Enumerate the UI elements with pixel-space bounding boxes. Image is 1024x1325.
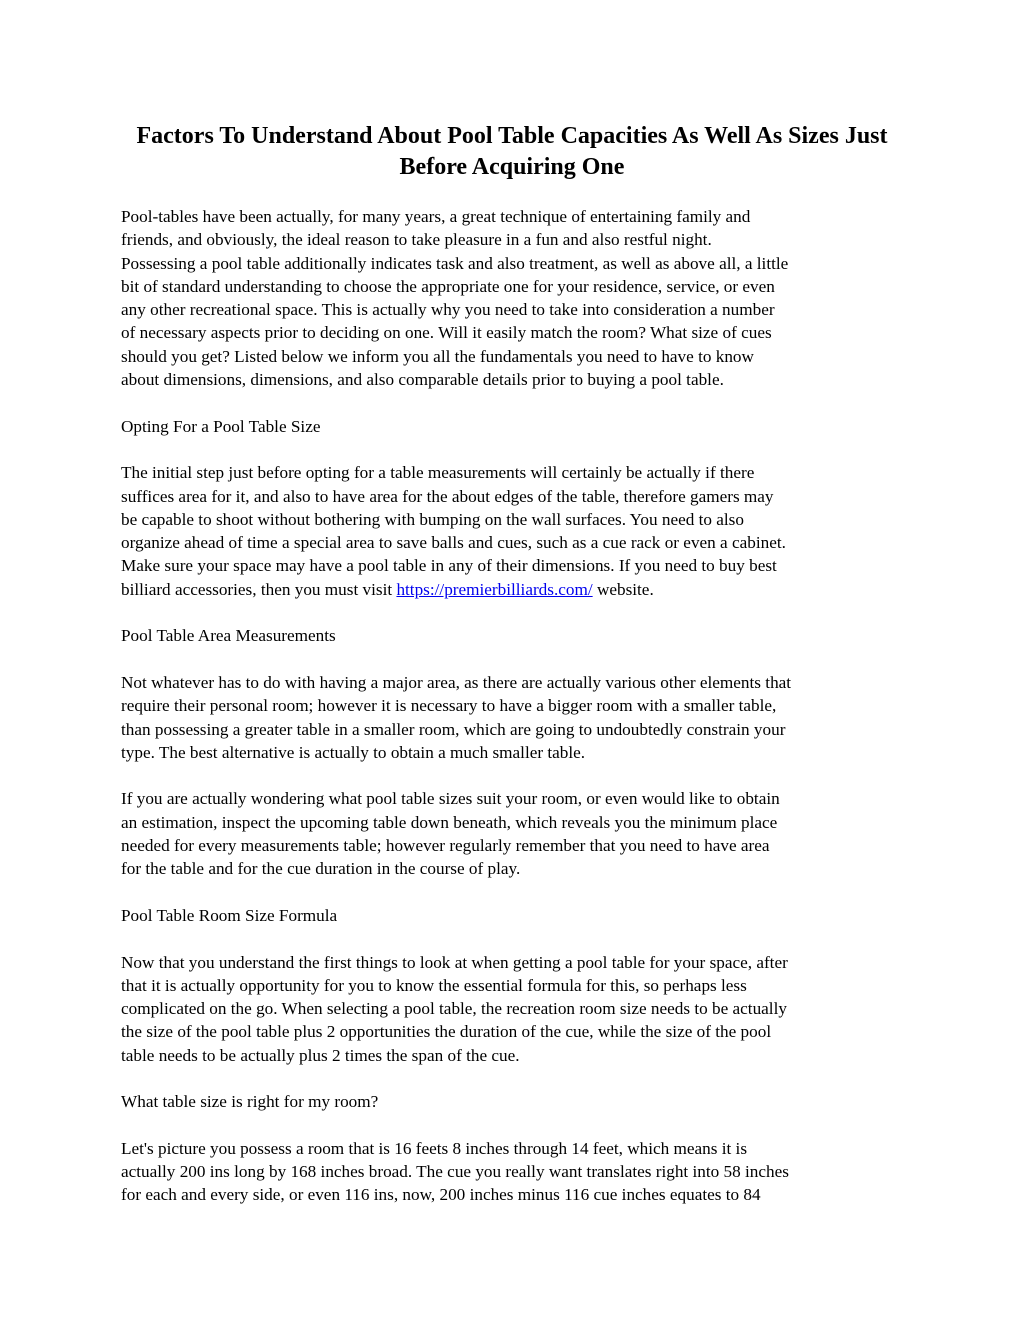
text-line: be capable to shoot without bothering with bumping on the wall surfaces. You need to also — [121, 509, 744, 529]
section-heading-table-size: Opting For a Pool Table Size — [121, 416, 321, 436]
text-line: Possessing a pool table additionally indicates task and also treatment, as well as above all, a little — [121, 253, 789, 273]
section-4-paragraph — [121, 951, 911, 1067]
text-line-with-link — [121, 578, 911, 601]
text-line: bit of standard understanding to choose the appropriate one for your residence, service, or even — [121, 276, 775, 296]
text-line: require their personal room; however it is necessary to have a bigger room with a smaller table, — [121, 696, 777, 716]
section-heading-area-measurements: Pool Table Area Measurements — [121, 626, 336, 646]
text-line: organize ahead of time a special area to save balls and cues, such as a cue rack or even a cabinet. — [121, 533, 786, 553]
section-heading-room-size-formula: Pool Table Room Size Formula — [121, 905, 338, 925]
section-heading-right-table-size: What table size is right for my room? — [121, 1092, 379, 1112]
text-line: Let's picture you possess a room that is 16 feets 8 inches through 14 feet, which means it is — [121, 1138, 748, 1158]
text-line: for the table and for the cue duration in the course of play. — [121, 859, 521, 879]
title-line: Sizes Just Before Acquiring One — [399, 123, 888, 180]
text-line: type. The best alternative is actually to obtain a much smaller table. — [121, 742, 586, 762]
text-line: Pool-tables have been actually, for many years, a great technique of entertaining family and — [121, 207, 751, 226]
document-title — [120, 121, 904, 183]
text-line: The initial step just before opting for a table measurements will certainly be actually if there — [121, 463, 755, 483]
section-5-paragraph — [121, 1137, 911, 1207]
premierbilliards-link[interactable]: https://premierbilliards.com/ — [396, 579, 593, 599]
section-2-paragraph — [121, 671, 911, 764]
text-line: of necessary aspects prior to deciding on one. Will it easily match the room? What size of cues — [121, 323, 772, 343]
text-line: If you are actually wondering what pool table sizes suit your room, or even would like to obtain — [121, 789, 780, 809]
text-line: Make sure your space may have a pool table in any of their dimensions. If you need to buy best — [121, 556, 777, 576]
text-line: about dimensions, dimensions, and also comparable details prior to buying a pool table. — [121, 370, 724, 390]
text-line: should you get? Listed below we inform you all the fundamentals you need to have to know — [121, 346, 754, 366]
text-line: Now that you understand the first things to look at when getting a pool table for your space, after — [121, 952, 788, 972]
text-line: friends, and obviously, the ideal reason to take pleasure in a fun and also restful night. — [121, 230, 712, 250]
text-line: suffices area for it, and also to have area for the about edges of the table, therefore gamers may — [121, 486, 774, 506]
title-line: Factors To Understand About Pool Table Capacities As Well As — [136, 123, 783, 149]
text-line: complicated on the go. When selecting a pool table, the recreation room size needs to be actually — [121, 999, 787, 1019]
intro-paragraph — [121, 205, 911, 391]
text-segment: website. — [592, 579, 654, 599]
text-segment: billiard accessories, then you must visit — [121, 579, 397, 599]
text-line: actually 200 ins long by 168 inches broad. The cue you really want translates right into 58 inches — [121, 1162, 789, 1182]
document-body — [121, 205, 911, 1230]
section-1-paragraph — [121, 461, 911, 601]
text-line: than possessing a greater table in a smaller room, which are going to undoubtedly constrain your — [121, 719, 786, 739]
text-line: table needs to be actually plus 2 times the span of the cue. — [121, 1045, 520, 1065]
section-3-paragraph — [121, 787, 911, 880]
text-line: any other recreational space. This is actually why you need to take into consideration a number — [121, 300, 775, 320]
text-line: the size of the pool table plus 2 opportunities the duration of the cue, while the size of the pool — [121, 1022, 772, 1042]
text-line: for each and every side, or even 116 ins, now, 200 inches minus 116 cue inches equates to 84 — [121, 1185, 761, 1205]
text-line: that it is actually opportunity for you to know the essential formula for this, so perhaps less — [121, 975, 747, 995]
text-line: needed for every measurements table; however regularly remember that you need to have area — [121, 836, 770, 856]
text-line: an estimation, inspect the upcoming table down beneath, which reveals you the minimum place — [121, 812, 778, 832]
text-line: Not whatever has to do with having a major area, as there are actually various other elements that — [121, 672, 792, 692]
